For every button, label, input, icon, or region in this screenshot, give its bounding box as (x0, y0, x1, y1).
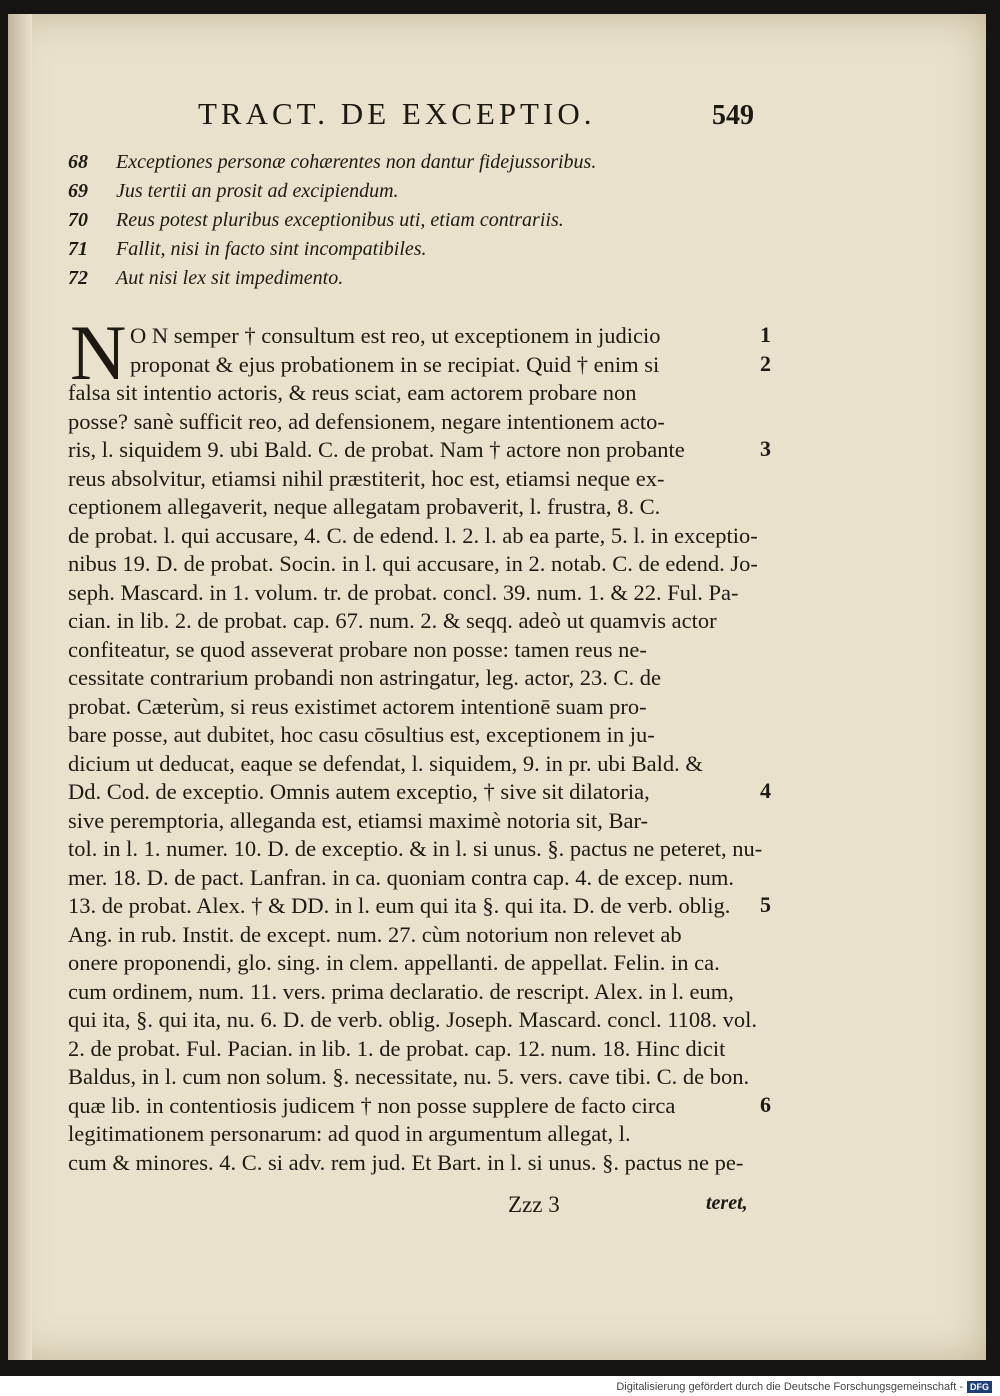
summary-list (68, 148, 628, 293)
margin-number: 1 (760, 322, 771, 347)
body-line: de probat. l. qui accusare, 4. C. de edend. l. 2. l. ab ea parte, 5. l. in exceptio- (68, 522, 758, 548)
summary-item-number: 72 (68, 267, 88, 289)
body-line: onere proponendi, glo. sing. in clem. appellanti. de appellat. Felin. in ca. (68, 950, 720, 975)
summary-item-number: 69 (68, 180, 88, 202)
body-line: legitimationem personarum: ad quod in argumentum allegat, l. (68, 1121, 631, 1146)
running-title: TRACT. DE EXCEPTIO. (198, 96, 596, 131)
signature-mark: Zzz 3 (508, 1192, 560, 1217)
body-line: proponat & ejus probationem in se recipiat. Quid † enim si (130, 351, 660, 377)
summary-item-text: Exceptiones personæ cohærentes non dantur fidejussoribus. (116, 151, 597, 173)
body-line: nibus 19. D. de probat. Socin. in l. qui accusare, in 2. notab. C. de edend. Jo- (68, 551, 758, 576)
body-line: confiteatur, se quod asseverat probare non posse: tamen reus ne- (68, 636, 647, 662)
credit-text: Digitalisierung gefördert durch die Deutsche Forschungsgemeinschaft - (616, 1381, 963, 1393)
summary-item-number: 71 (68, 238, 88, 260)
body-line: Ang. in rub. Instit. de except. num. 27. cùm notorium non relevet ab (68, 921, 682, 947)
summary-item-number: 70 (68, 209, 88, 231)
body-line: posse? sanè sufficit reo, ad defensionem, negare intentionem acto- (68, 408, 665, 434)
summary-item (68, 235, 628, 264)
catchword: teret, (706, 1192, 748, 1214)
body-line: cessitate contrarium probandi non astringatur, leg. actor, 23. C. de (68, 665, 662, 690)
body-line: falsa sit intentio actoris, & reus sciat, eam actorem probare non (68, 380, 637, 405)
body-line: qui ita, §. qui ita, nu. 6. D. de verb. oblig. Joseph. Mascard. concl. 1108. vol. (68, 1007, 758, 1032)
body-line: sive peremptoria, alleganda est, etiamsi maximè notoria sit, Bar- (68, 807, 648, 833)
body-line: bare posse, aut dubitet, hoc casu cōsultius est, exceptionem in ju- (68, 722, 655, 747)
body-line: Dd. Cod. de exceptio. Omnis autem exceptio, † sive sit dilatoria, (68, 779, 650, 804)
body-line: 2. de probat. Ful. Pacian. in lib. 1. de probat. cap. 12. num. 18. Hinc dicit (68, 1035, 726, 1061)
body-line: cum ordinem, num. 11. vers. prima declaratio. de rescript. Alex. in l. eum, (68, 978, 734, 1004)
body-line: seph. Mascard. in 1. volum. tr. de probat. concl. 39. num. 1. & 22. Ful. Pa- (68, 579, 739, 605)
body-line: Baldus, in l. cum non solum. §. necessitate, nu. 5. vers. cave tibi. C. de bon. (68, 1064, 750, 1089)
body-line: cum & minores. 4. C. si adv. rem jud. Et Bart. in l. si unus. §. pactus ne pe- (68, 1149, 744, 1175)
page-number: 549 (712, 100, 754, 131)
page-gutter (8, 14, 32, 1360)
summary-item (68, 148, 628, 177)
body-line: 13. de probat. Alex. † & DD. in l. eum qui ita §. qui ita. D. de verb. oblig. (68, 893, 731, 918)
body-line: tol. in l. 1. numer. 10. D. de exceptio. & in l. si unus. §. pactus ne peteret, nu- (68, 836, 763, 861)
body-line: dicium ut deducat, eaque se defendat, l. siquidem, 9. in pr. ubi Bald. & (68, 750, 703, 776)
body-line: ris, l. siquidem 9. ubi Bald. C. de probat. Nam † actore non probante (68, 437, 685, 462)
summary-item-number: 68 (68, 151, 88, 173)
margin-number: 6 (760, 1091, 771, 1117)
summary-item (68, 264, 628, 293)
margin-number: 5 (760, 892, 771, 917)
body-line: mer. 18. D. de pact. Lanfran. in ca. quoniam contra cap. 4. de excep. num. (68, 864, 735, 890)
dfg-logo: DFG (967, 1381, 992, 1393)
summary-item (68, 206, 628, 235)
body-line: ceptionem allegaverit, neque allegatam probaverit, l. frustra, 8. C. (68, 494, 661, 519)
body-line: quæ lib. in contentiosis judicem † non posse supplere de facto circa (68, 1092, 676, 1118)
summary-item-text: Aut nisi lex sit impedimento. (116, 267, 344, 289)
margin-number: 3 (760, 436, 771, 461)
digitization-credit (616, 1378, 992, 1396)
body-line: probat. Cæterùm, si reus existimet actorem intentionē suam pro- (68, 693, 647, 719)
summary-item-text: Reus potest pluribus exceptionibus uti, etiam contrariis. (116, 209, 564, 231)
summary-item-text: Fallit, nisi in facto sint incompatibiles. (116, 238, 427, 260)
body-line: reus absolvitur, etiamsi nihil præstiterit, hoc est, etiamsi neque ex- (68, 465, 665, 491)
body-line: cian. in lib. 2. de probat. cap. 67. num. 2. & seqq. adeò ut quamvis actor (68, 608, 717, 633)
margin-number: 2 (760, 350, 771, 376)
drop-cap: N (70, 309, 127, 396)
body-text (68, 322, 780, 1177)
margin-number: 4 (760, 778, 771, 803)
summary-item-text: Jus tertii an prosit ad excipiendum. (116, 180, 399, 202)
summary-item (68, 177, 628, 206)
body-line: O N semper † consultum est reo, ut exceptionem in judicio (130, 323, 661, 348)
